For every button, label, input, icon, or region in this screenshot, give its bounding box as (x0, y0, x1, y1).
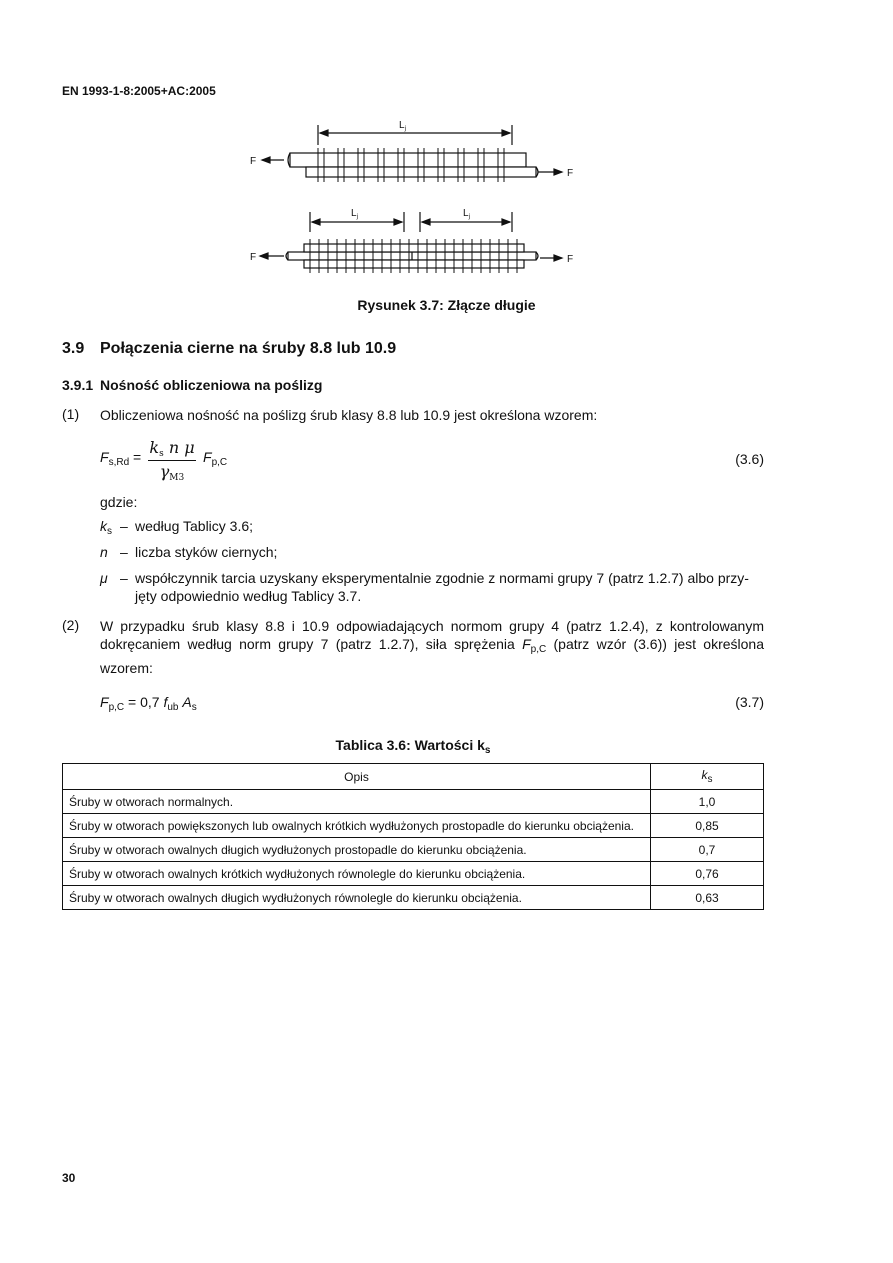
section-number: 3.9 (62, 340, 85, 357)
length-label-top: $L_j$ (399, 120, 406, 132)
clause-2-number: (2) (62, 617, 80, 633)
force-label-top-right: F (567, 168, 574, 179)
formula-3-6-rhs: $F_{p,C}$ (203, 449, 228, 468)
table-row: Śruby w otworach normalnych. 1,0 (63, 790, 764, 814)
table-title: Tablica 3.6: Wartości $k_s$ (335, 737, 491, 756)
table-row: Śruby w otworach owalnych długich wydłużonych prostopadle do kierunku obciążenia. 0,7 (63, 838, 764, 862)
definition-mu: μ – współczynnik tarcia uzyskany eksperymentalnie zgodnie z normami grupy 7 (patrz 1.2.7) albo przy- (100, 570, 749, 586)
clause-1-text: Obliczeniowa nośność na poślizg śrub klasy 8.8 lub 10.9 jest określona wzorem: (100, 407, 598, 423)
section-title: Połączenia cierne na śruby 8.8 lub 10.9 (100, 340, 397, 357)
definition-mu-continued: jęty odpowiednio według Tablicy 3.7. (135, 588, 362, 604)
equation-number-3-6: (3.6) (735, 451, 764, 467)
subsection-title: Nośność obliczeniowa na poślizg (100, 377, 323, 393)
clause-1-number: (1) (62, 406, 80, 422)
table-row: Śruby w otworach owalnych krótkich wydłużonych równolegle do kierunku obciążenia. 0,76 (63, 862, 764, 886)
figure-caption: Rysunek 3.7: Złącze długie (357, 297, 536, 313)
long-joint-figure (240, 112, 600, 292)
table-header-desc: Opis (63, 764, 651, 790)
formula-3-6-fraction: $k_s$ n μ $\gamma_{M3}$ (149, 438, 195, 483)
section-heading (62, 340, 396, 358)
clause-2-text: W przypadku śrub klasy 8.8 i 10.9 odpowiadających normom grupy 4 (patrz 1.2.4), z kontrolowanym dokręcaniem według norm grupy 7 (patrz 1.2.7), siła sprężenia $F_{p,C}$ (patrz wzór (3.6)) jest określona wzorem: (100, 618, 764, 676)
force-label-top-left: F (250, 156, 257, 167)
table-row: Śruby w otworach powiększonych lub owalnych krótkich wydłużonych prostopadle do kierunku obciążenia. 0,85 (63, 814, 764, 838)
document-header: EN 1993-1-8:2005+AC:2005 (62, 84, 216, 98)
definition-ks: $k_s$ – według Tablicy 3.6; (100, 518, 254, 537)
ks-table (62, 763, 764, 910)
table-row: Śruby w otworach owalnych długich wydłużonych równolegle do kierunku obciążenia. 0,63 (63, 886, 764, 910)
equation-number-3-7: (3.7) (735, 694, 764, 710)
definitions-list (100, 518, 770, 608)
page-number: 30 (62, 1171, 76, 1185)
force-label-bottom-left: F (250, 252, 257, 263)
where-label: gdzie: (100, 494, 138, 510)
force-label-bottom-right: F (567, 254, 574, 265)
formula-3-6-lhs: $F_{s,Rd}$ = (100, 449, 142, 468)
formula-3-7: $F_{p,C} = 0,7$ $f_{ub}$ $A_s$ (100, 694, 197, 713)
definition-n: n – liczba styków ciernych; (100, 544, 278, 560)
subsection-heading (62, 377, 322, 393)
length-label-bottom-left: $L_j$ (351, 208, 358, 220)
table-header-ks: $k_s$ (651, 764, 764, 790)
subsection-number: 3.9.1 (62, 377, 94, 393)
length-label-bottom-right: $L_j$ (463, 208, 470, 220)
